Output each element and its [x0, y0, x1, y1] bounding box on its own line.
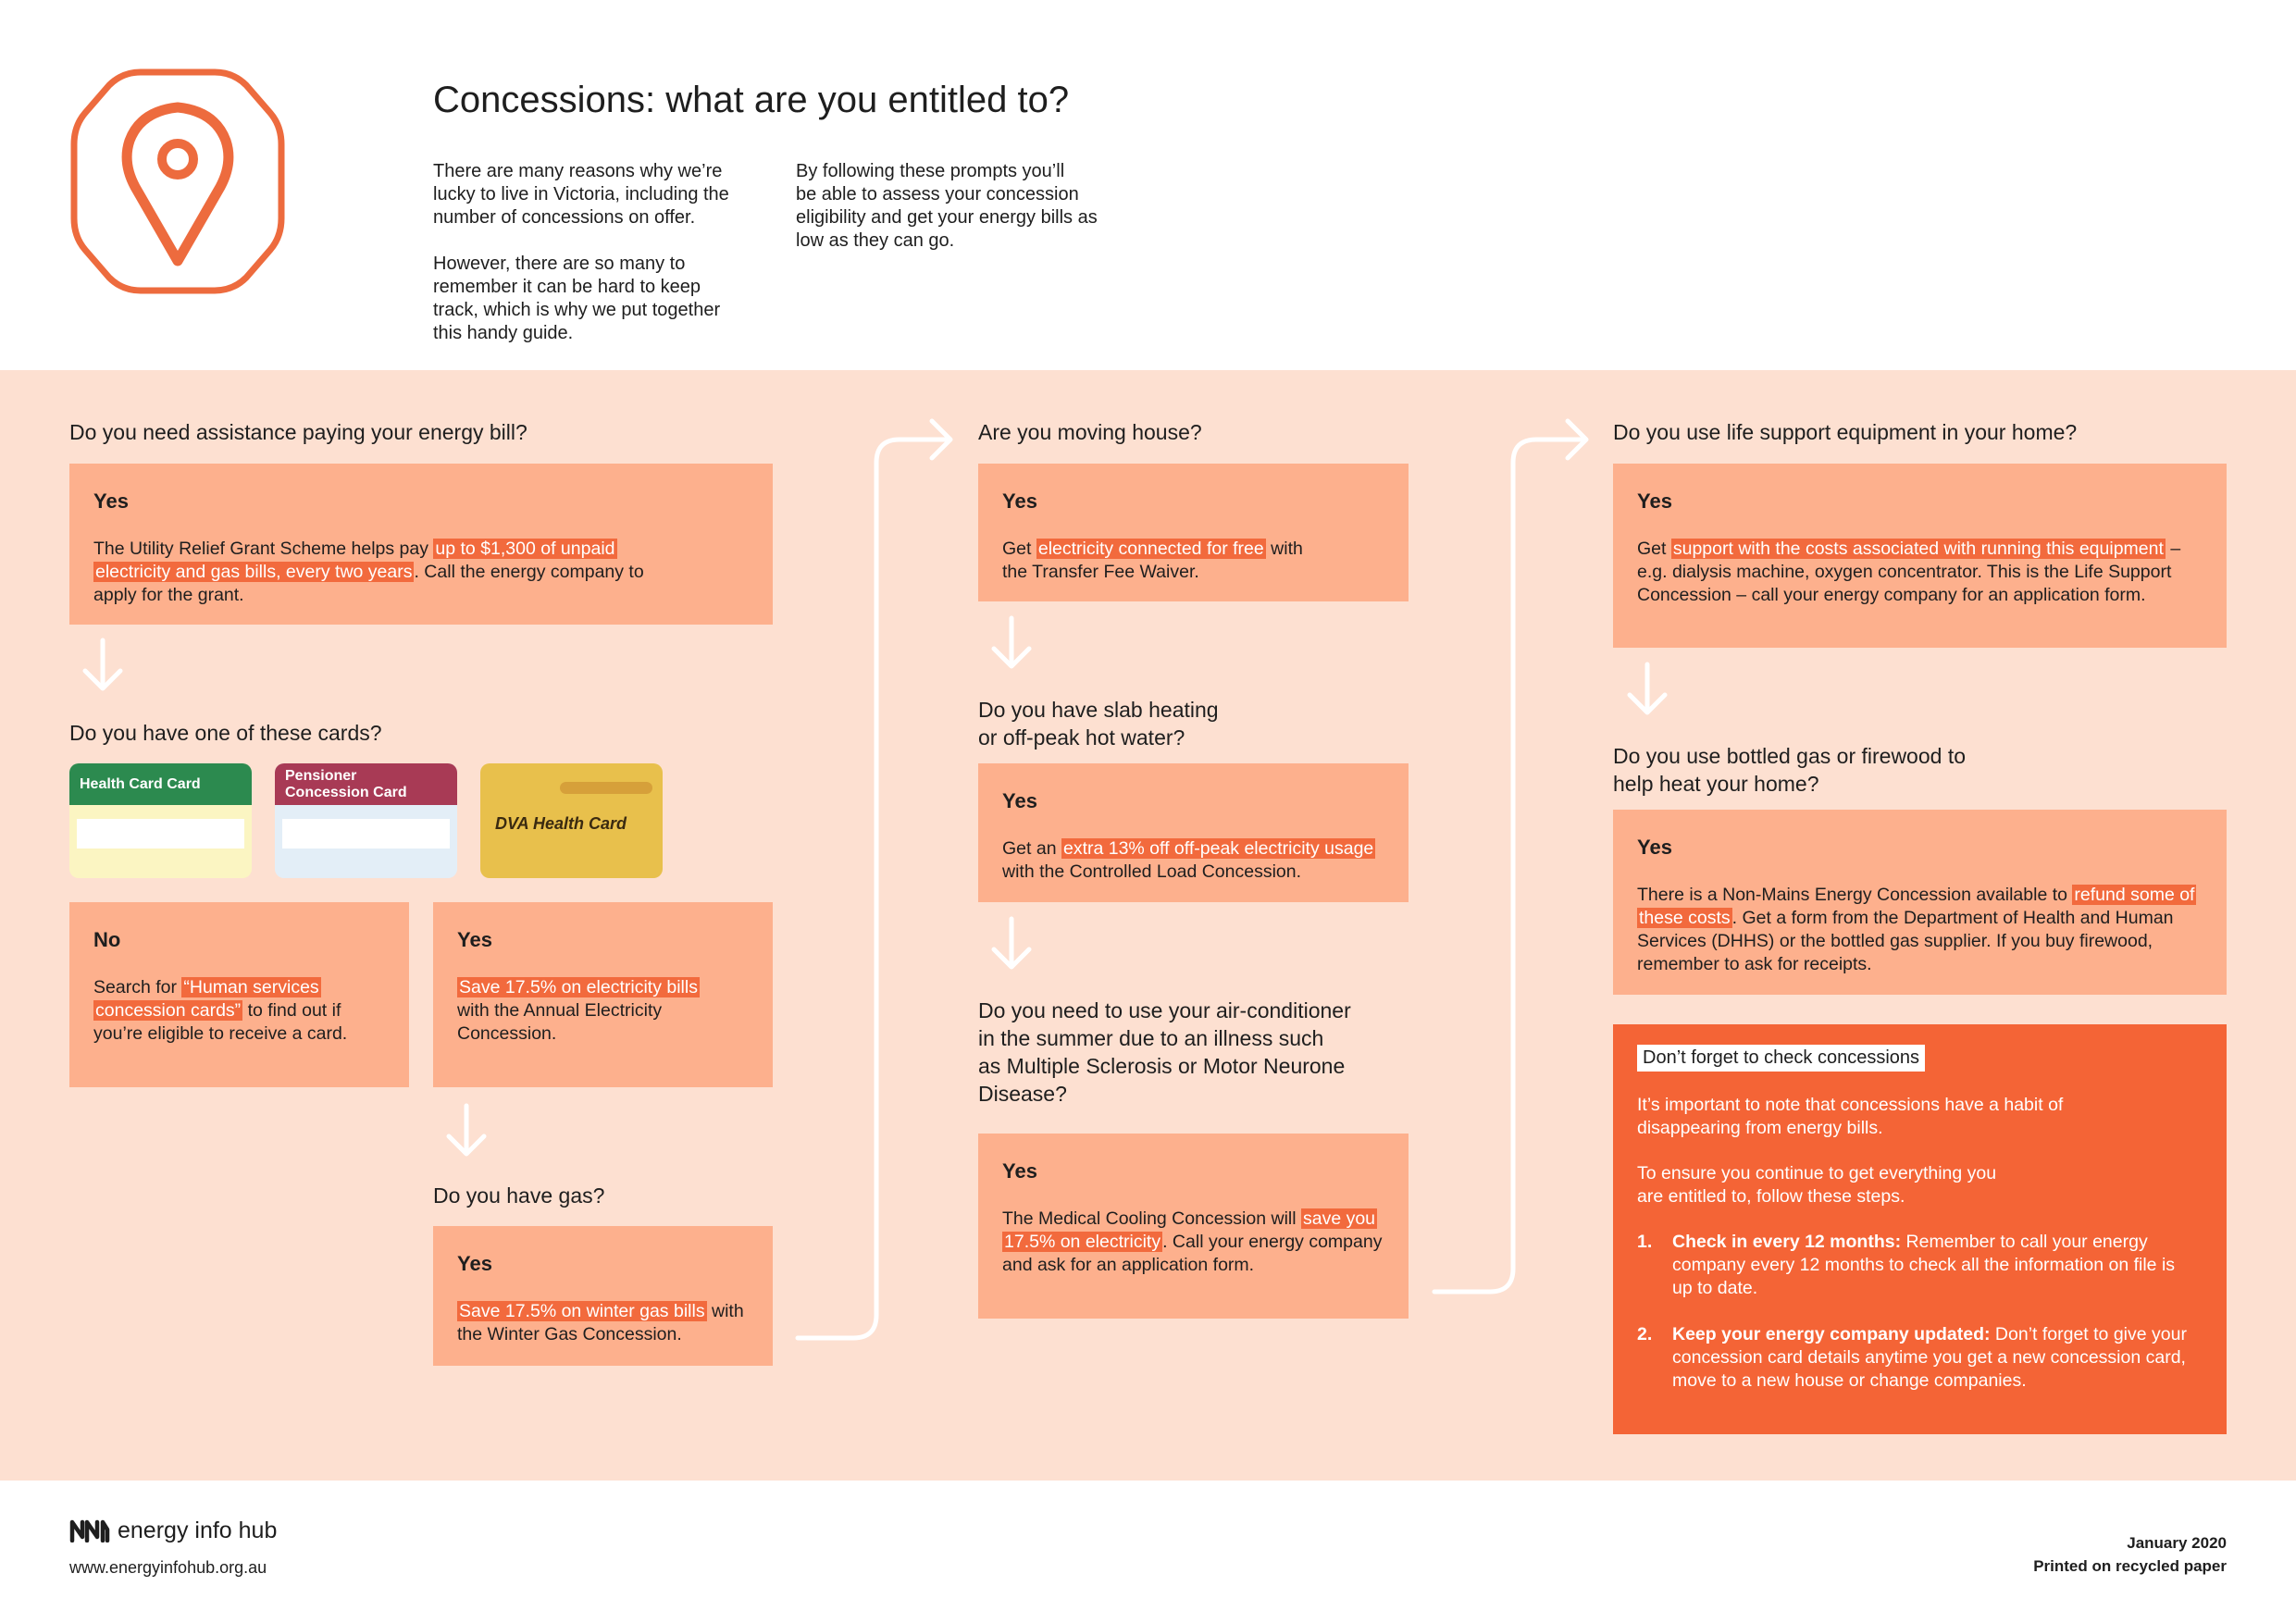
reminder-paragraph-2: To ensure you continue to get everything you are entitled to, follow these steps. — [1637, 1163, 1997, 1207]
answer-label: Yes — [457, 1252, 492, 1275]
pensioner-concession-card — [275, 763, 457, 878]
answer-box-no-card — [69, 902, 409, 1087]
answer-box-transfer-fee — [978, 464, 1409, 601]
question-air-conditioner: Do you need to use your air-conditioner in the summer due to an illness such as Multiple Sclerosis or Motor Neurone Disease? — [978, 998, 1351, 1106]
answer-label: Yes — [1637, 489, 1672, 513]
answer-label: Yes — [1002, 489, 1037, 513]
page-title: Concessions: what are you entitled to? — [433, 80, 1070, 120]
answer-label: Yes — [457, 928, 492, 951]
answer-box-utility-relief — [69, 464, 773, 625]
answer-box-controlled-load — [978, 763, 1409, 902]
answer-label: Yes — [1637, 836, 1672, 859]
card-title: Pensioner Concession Card — [275, 763, 457, 805]
list-item: 1. Check in every 12 months: Remember to call your energy company every 12 months to check all the information on file is up to date. — [1637, 1232, 2176, 1298]
question-cards: Do you have one of these cards? — [69, 721, 382, 745]
website-url: www.energyinfohub.org.au — [69, 1558, 267, 1577]
answer-text: Save 17.5% on electricity bills with the Annual Electricity Concession. — [457, 977, 698, 1044]
print-note: Printed on recycled paper — [2033, 1557, 2227, 1575]
arrow-down-icon — [1630, 664, 1665, 712]
list-item: 2. Keep your energy company updated: Don’t forget to give your concession card details anytime you get a new concession card, move to a new house or change companies. — [1637, 1324, 2187, 1391]
footer — [0, 1481, 2296, 1623]
answer-highlight: Save 17.5% on winter gas bills — [459, 1301, 705, 1321]
answer-highlight: refund some of these costs — [1639, 885, 2195, 928]
arrow-down-icon — [449, 1106, 484, 1154]
answer-box-winter-gas — [433, 1226, 773, 1366]
card-title: DVA Health Card — [495, 814, 627, 833]
answer-box-non-mains — [1613, 810, 2227, 995]
card-title: Health Card Card — [69, 763, 252, 805]
question-life-support: Do you use life support equipment in your home? — [1613, 420, 2078, 444]
reminder-box — [1613, 1024, 2227, 1434]
question-slab-heating: Do you have slab heating or off-peak hot water? — [978, 698, 1219, 750]
answer-highlight: up to $1,300 of unpaid electricity and gas bills, every two years — [95, 539, 615, 582]
question-energy-bill: Do you need assistance paying your energy bill? — [69, 420, 527, 444]
answer-text: There is a Non-Mains Energy Concession available to refund some of these costs . Get a form from the Department of Health and Human Services (DHHS) or the bottled gas supplier. If you buy firewood, remember to ask for receipts. — [1637, 885, 2195, 974]
reminder-steps — [1637, 1231, 2203, 1393]
arrow-down-icon — [85, 640, 120, 688]
health-care-card — [69, 763, 252, 878]
header — [0, 0, 2296, 370]
answer-label: No — [93, 928, 121, 951]
intro-paragraph-2: However, there are so many to remember it can be hard to keep track, which is why we put together this handy guide. — [433, 254, 721, 343]
answer-text: The Utility Relief Grant Scheme helps pay up to $1,300 of unpaid electricity and gas bills, every two years . Call the energy company to apply for the grant. — [93, 539, 644, 605]
question-gas: Do you have gas? — [433, 1183, 605, 1208]
reminder-title: Don’t forget to check concessions — [1637, 1045, 1925, 1072]
answer-label: Yes — [1002, 789, 1037, 812]
answer-highlight: support with the costs associated with running this equipment — [1672, 539, 2164, 559]
answer-highlight: Save 17.5% on electricity bills — [459, 977, 698, 997]
answer-highlight: extra 13% off off-peak electricity usage — [1062, 838, 1374, 859]
reminder-paragraph-1: It’s important to note that concessions have a habit of disappearing from energy bills. — [1637, 1095, 2064, 1138]
question-moving-house: Are you moving house? — [978, 420, 1202, 444]
answer-highlight: “Human services concession cards” — [95, 977, 319, 1021]
flow-connector-1 — [798, 421, 950, 1338]
flow-connector-2 — [1434, 421, 1586, 1292]
answer-box-annual-electricity — [433, 902, 773, 1087]
answer-label: Yes — [1002, 1159, 1037, 1183]
dva-health-card — [480, 763, 663, 878]
location-pin-icon — [68, 67, 287, 296]
question-bottled-gas: Do you use bottled gas or firewood to help heat your home? — [1613, 744, 1967, 796]
answer-text: Search for “Human services concession cards” to find out if you’re eligible to receive a card. — [93, 977, 348, 1044]
answer-text: Get support with the costs associated with running this equipment – e.g. dialysis machine, oxygen concentrator. This is the Life Support Concession – call your energy company for an application form. — [1637, 539, 2181, 605]
answer-text: Get an extra 13% off off-peak electricity usage with the Controlled Load Concession. — [1002, 838, 1374, 882]
print-date: January 2020 — [2127, 1534, 2227, 1552]
answer-highlight: electricity connected for free — [1037, 539, 1264, 559]
answer-highlight: save you 17.5% on electricity — [1004, 1208, 1376, 1252]
answer-box-medical-cooling — [978, 1134, 1409, 1319]
answer-text: Save 17.5% on winter gas bills with the Winter Gas Concession. — [457, 1301, 744, 1344]
intro-paragraph-3: By following these prompts you’ll be able to assess your concession eligibility and get your energy bills as low as they can go. — [796, 161, 1098, 251]
intro-paragraph-1: There are many reasons why we’re lucky to live in Victoria, including the number of concessions on offer. — [433, 161, 729, 228]
answer-label: Yes — [93, 489, 129, 513]
arrow-down-icon — [994, 618, 1029, 666]
answer-box-life-support — [1613, 464, 2227, 648]
arrow-down-icon — [994, 919, 1029, 967]
energy-info-hub-logo-icon — [69, 1518, 110, 1542]
answer-text: The Medical Cooling Concession will save you 17.5% on electricity . Call your energy company and ask for an application form. — [1002, 1208, 1383, 1275]
brand-name: energy info hub — [118, 1518, 278, 1543]
answer-text: Get electricity connected for free with the Transfer Fee Waiver. — [1002, 539, 1303, 582]
